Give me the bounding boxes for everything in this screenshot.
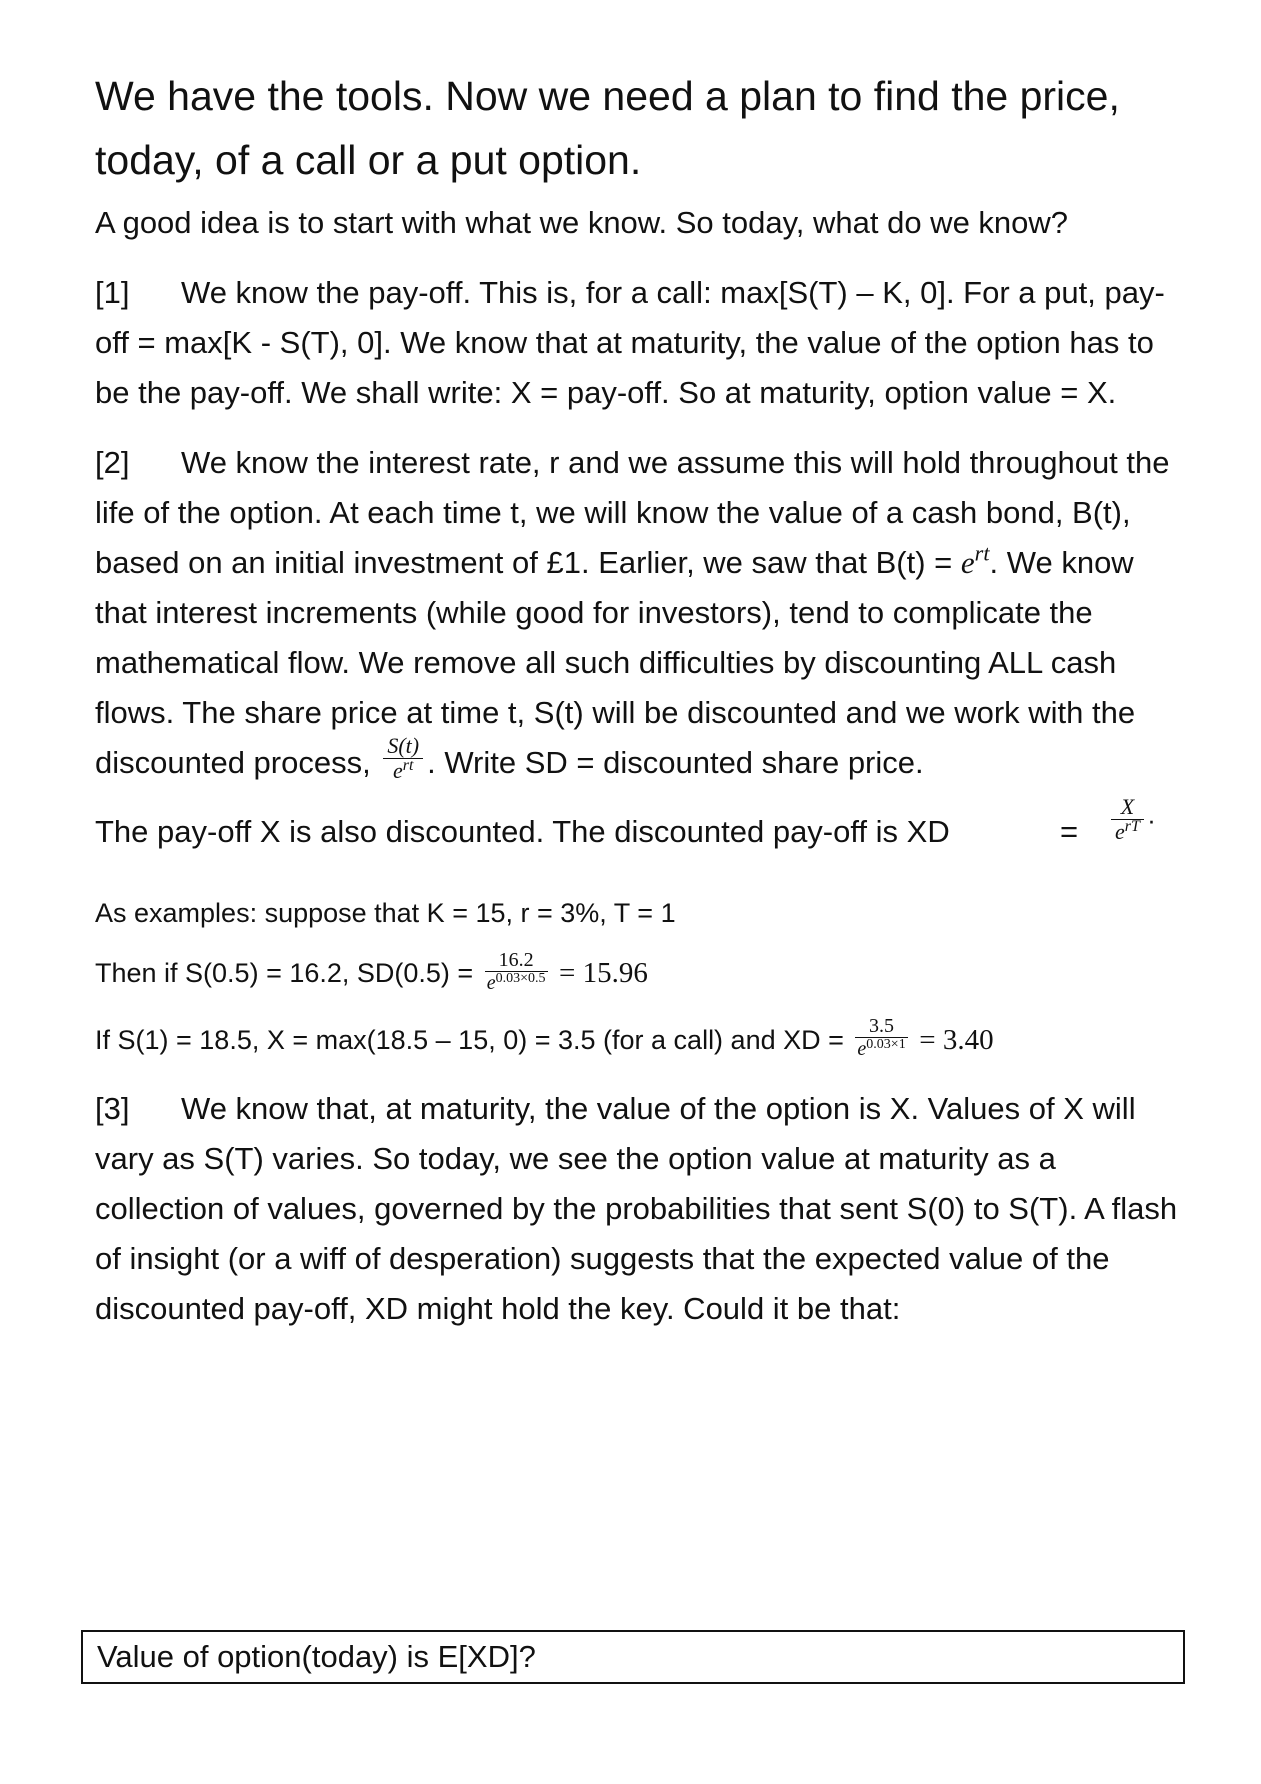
bond-formula: $e^{rt}$ [960,540,990,580]
item-2-number: [2] [95,445,130,480]
example-2-fraction: $\frac{3.5}{e^{0.03\times 1}}$ [857,1015,906,1061]
example-1-fraction: $\frac{16.2}{e^{0.03\times 0.5}}$ [486,948,546,994]
example-2-result: = 3.40 [919,1023,994,1056]
discounted-payoff-text: The pay-off X is also discounted. The discounted pay-off is XD [95,814,950,850]
item-3-paragraph [95,1084,1185,1334]
item-3-text: We know that, at maturity, the value of the option is X. Values of X will vary as S(T) varies. So today, we see the option value at maturity as a collection of values, governed by the probabilities that sent S(0) to S(T). A flash of insight (or a wiff of desperation) suggests that the expected value of the discounted pay-off, XD might hold the key. Could it be that: [95,1091,1178,1327]
spacer [95,248,1185,268]
examples-intro: As examples: suppose that K = 15, r = 3%, T = 1 [95,898,676,929]
intro-paragraph: A good idea is to start with what we know. So today, what do we know? [95,205,1069,240]
spacer [95,875,1185,891]
item-2-text-b: . We know that interest increments (while good for investors), tend to complicate the mathematical flow. We remove all such difficulties by discounting ALL cash flows. The share price at time t, S(t) will be discounted and we work with the discounted process, [95,545,1136,780]
item-2-text-c: . Write SD = discounted share price. [427,745,924,780]
example-1-result: = 15.96 [559,957,648,990]
discounted-payoff-line [95,789,1185,875]
spacer [95,1064,1185,1084]
spacer [95,935,1185,951]
document-page [95,64,1185,1334]
conclusion-box: Value of option(today) is E[XD]? [81,1630,1185,1684]
example-line-1: Then if S(0.5) = 16.2, SD(0.5) = $\frac{16.2}{e^{0.03\times 0.5}}$ = 15.96 [95,948,648,994]
item-2-paragraph [95,438,1185,789]
page-title: We have the tools. Now we need a plan to find the price, today, of a call or a put option. [95,73,1120,183]
item-3-number: [3] [95,1091,130,1127]
equals-sign: = [1060,814,1079,850]
example-line-2: If S(1) = 18.5, X = max(18.5 – 15, 0) = 3.5 (for a call) and XD = $\frac{3.5}{e^{0.03\times 1}}$ = 3.40 [95,1015,994,1061]
discounted-share-fraction: $\frac{S(t)}{e^{rt}}$ [383,734,423,783]
item-2-text-a: We know the interest rate, r and we assume this will hold throughout the life of the option. At each time t, we will know the value of a cash bond, B(t), based on an initial investment of £1. Earlier, we saw that B(t) = [95,445,1170,580]
discounted-payoff-fraction: $\frac{X}{e^{rT}}$ . [1107,795,1155,844]
spacer [95,998,1185,1018]
spacer [95,418,1185,438]
item-1-paragraph [95,268,1185,418]
item-1-number: [1] [95,275,130,310]
item-1-text: We know the pay-off. This is, for a call: max[S(T) – K, 0]. For a put, pay-off = max[K - S(T), 0]. We know that at maturity, the value of the option has to be the pay-off. We shall write: X = pay-off. So at maturity, option value = X. [95,275,1165,410]
